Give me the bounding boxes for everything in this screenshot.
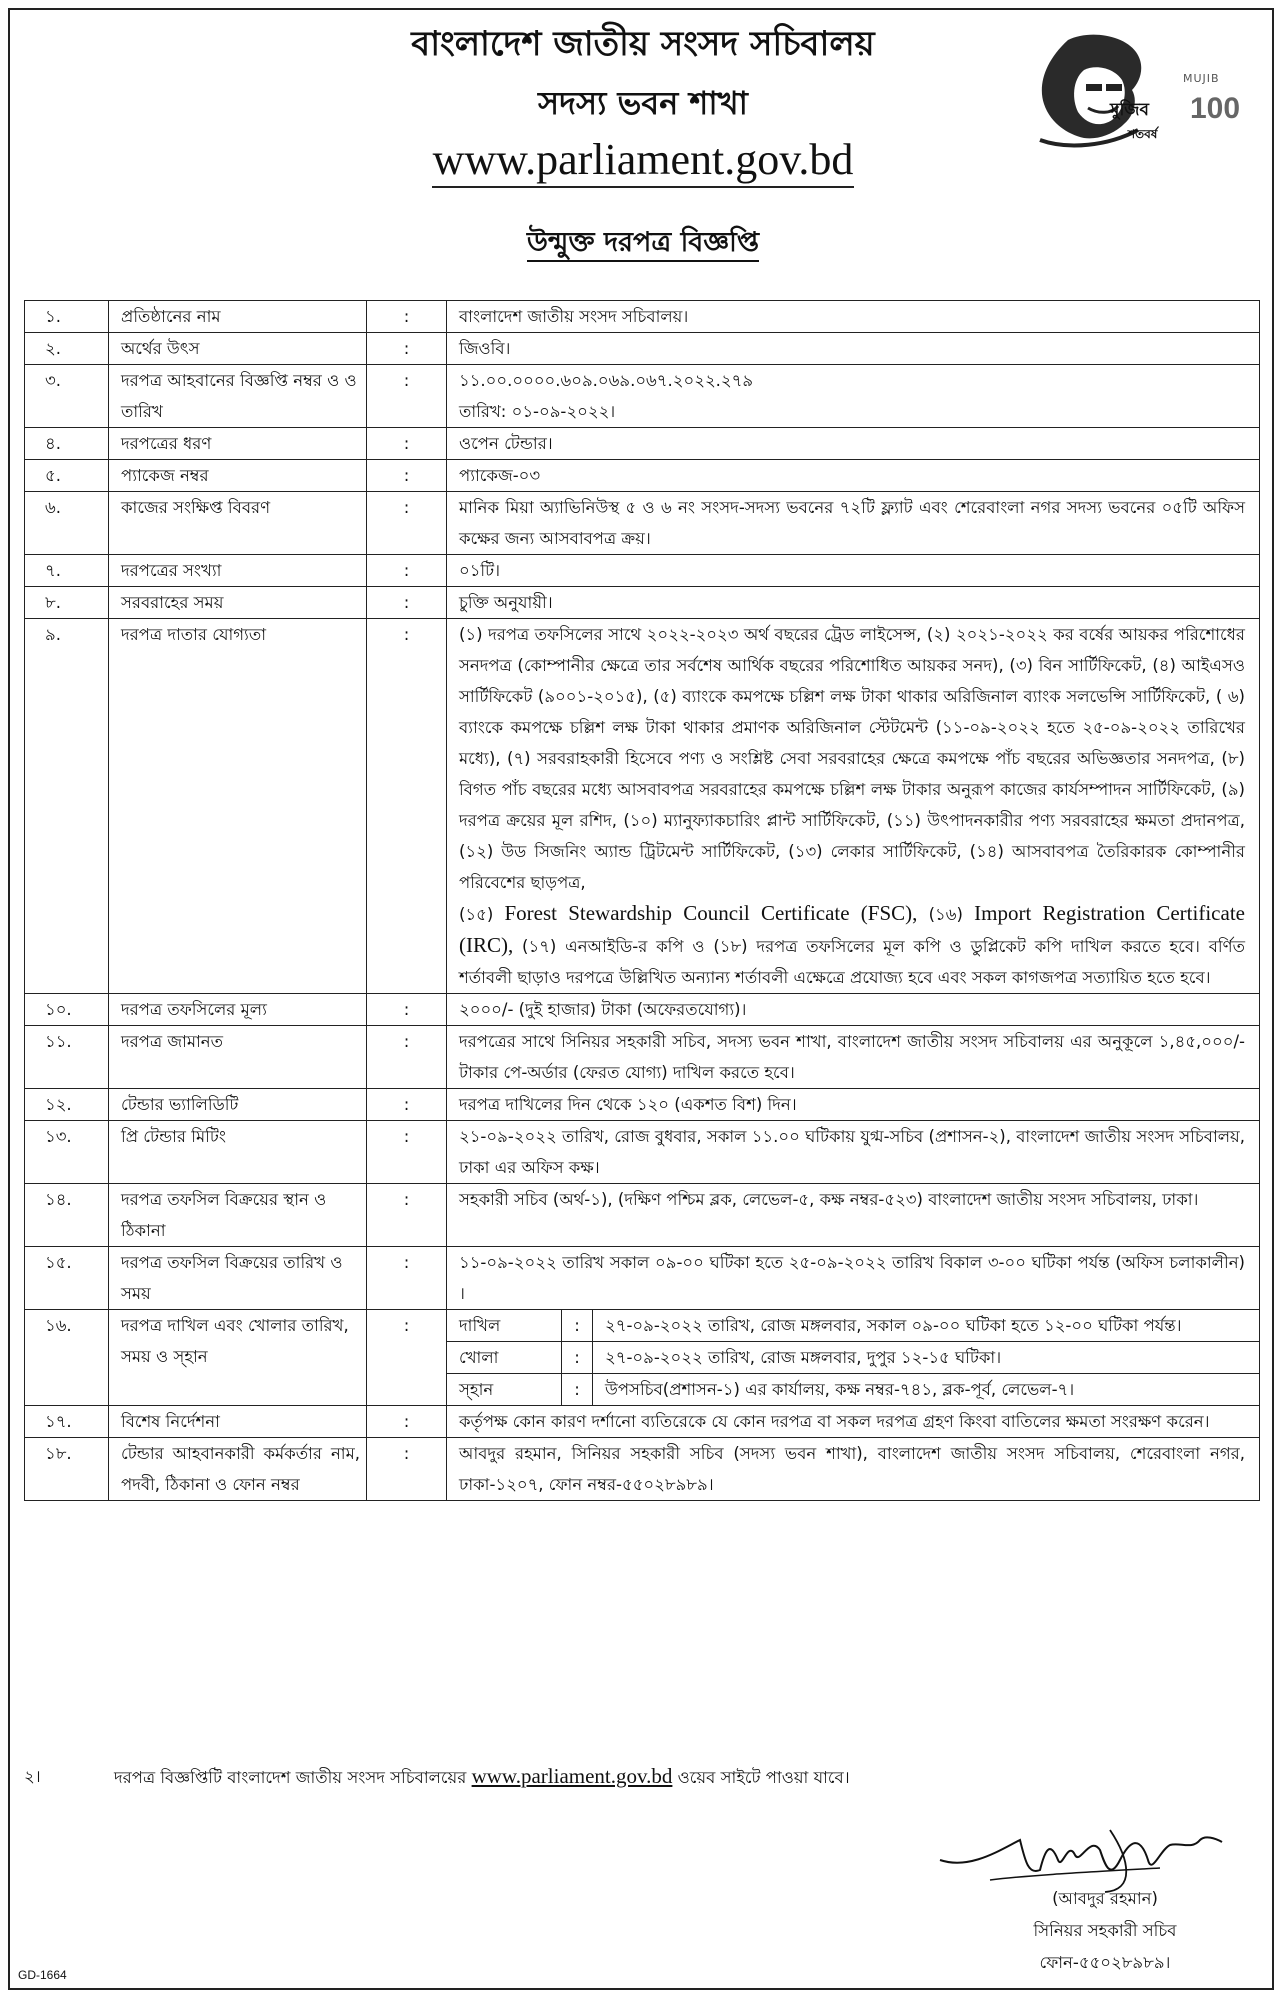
row-number: ৭. (25, 555, 109, 587)
eligibility-text-b3: (১৬) (917, 905, 975, 924)
row-number: ১১. (25, 1026, 109, 1089)
row-label: দরপত্র তফসিলের মূল্য (109, 994, 367, 1026)
table-row (25, 1026, 1260, 1089)
row-value: বাংলাদেশ জাতীয় সংসদ সচিবালয়। (447, 301, 1260, 333)
row-value: ০১টি। (447, 555, 1260, 587)
row-number: ৪. (25, 428, 109, 460)
colon: : (367, 1026, 447, 1089)
colon: : (367, 1121, 447, 1184)
irc-certificate: Import Registration Certificate (IRC), (459, 901, 1245, 957)
sub-row (447, 1374, 1259, 1406)
colon: : (367, 365, 447, 428)
colon: : (367, 994, 447, 1026)
memo-number: ১১.০০.০০০০.৬০৯.০৬৯.০৬৭.২০২২.২৭৯ (459, 371, 754, 390)
table-row (25, 301, 1260, 333)
table-row (25, 365, 1260, 428)
table-row (25, 1310, 1260, 1406)
table-row (25, 1184, 1260, 1247)
row-label: প্রতিষ্ঠানের নাম (109, 301, 367, 333)
sub-label: দাখিল (447, 1310, 562, 1342)
eligibility-text-a: (১) দরপত্র তফসিলের সাথে ২০২২-২০২৩ অর্থ বছরের ট্রেড লাইসেন্স, (২) ২০২১-২০২২ কর বর্ষের আয়কর পরিশোধের সনদপত্র (কোম্পানীর ক্ষেত্রে তার সর্বশেষ আর্থিক বছরের পরিশোধিত আয়কর সনদ), (৩) বিন সার্টিফিকেট, (৪) আইএসও সার্টিফিকেট (৯০০১-২০১৫), (৫) ব্যাংকে কমপক্ষে চল্লিশ লক্ষ টাকা থাকার অরিজিনাল ব্যাংক সলভেন্সি সার্টিফিকেট, ( ৬) ব্যাংকে কমপক্ষে চল্লিশ লক্ষ টাকা থাকার প্রমাণক অরিজিনাল স্টেটমেন্ট (১১-০৯-২০২২ হতে ২৫-০৯-২০২২ তারিখের মধ্যে), (৭) সরবরাহকারী হিসেবে পণ্য ও সংশ্লিষ্ট সেবা সরবরাহের ক্ষেত্রে কমপক্ষে পাঁচ বছরের অভিজ্ঞতার সনদপত্র, (৮) বিগত পাঁচ বছরের মধ্যে আসবাবপত্র সরবরাহের কমপক্ষে চল্লিশ লক্ষ টাকার অনুরূপ কাজের কার্যসম্পাদন সার্টিফিকেট, (৯) দরপত্র ক্রয়ের মূল রশিদ, (১০) ম্যানুফ্যাকচারিং প্লান্ট সার্টিফিকেট, (১১) উৎপাদনকারীর পণ্য সরবরাহের ক্ষমতা প্রদানপত্র, (১২) উড সিজনিং অ্যান্ড ট্রিটমেন্ট সার্টিফিকেট, (১৩) লেকার সার্টিফিকেট, (১৪) আসবাবপত্র তৈরিকারক কোম্পানীর পরিবেশের ছাড়পত্র, (459, 625, 1245, 892)
sub-label: স্হান (447, 1374, 562, 1406)
row-number: ১৬. (25, 1310, 109, 1406)
table-row (25, 1406, 1260, 1438)
colon: : (367, 1406, 447, 1438)
row-number: ১০. (25, 994, 109, 1026)
row-value: চুক্তি অনুযায়ী। (447, 587, 1260, 619)
colon: : (367, 555, 447, 587)
colon: : (367, 1438, 447, 1501)
row-label: দরপত্র দাতার যোগ্যতা (109, 619, 367, 994)
row-number: ১৪. (25, 1184, 109, 1247)
memo-date: তারিখ: ০১-০৯-২০২২। (459, 402, 616, 421)
note-text: দরপত্র বিজ্ঞপ্তিটি বাংলাদেশ জাতীয় সংসদ সচিবালয়ের (114, 1768, 472, 1787)
colon: : (367, 492, 447, 555)
row-label: অর্থের উৎস (109, 333, 367, 365)
row-number: ৩. (25, 365, 109, 428)
website-link[interactable]: www.parliament.gov.bd (471, 1764, 673, 1788)
row-label: সরবরাহের সময় (109, 587, 367, 619)
colon: : (562, 1342, 593, 1374)
row-value: জিওবি। (447, 333, 1260, 365)
row-label: দরপত্রের ধরণ (109, 428, 367, 460)
row-number: ৯. (25, 619, 109, 994)
table-row (25, 333, 1260, 365)
table-row (25, 555, 1260, 587)
eligibility-text-b5: (১৭) এনআইডি-র কপি ও (১৮) দরপত্র তফসিলের মূল কপি ও ডুপ্লিকেট কপি দাখিল করতে হবে। বর্ণিত শর্তাবলী ছাড়াও দরপত্রে উল্লিখিত অন্যান্য শর্তাবলী এক্ষেত্রে প্রযোজ্য হবে এবং সকল কাগজপত্র সত্যায়িত হতে হবে। (459, 937, 1245, 987)
colon: : (367, 333, 447, 365)
org-branch: সদস্য ভবন শাখা (538, 84, 748, 122)
table-row (25, 1438, 1260, 1501)
row-number: ৮. (25, 587, 109, 619)
row-label: দরপত্রের সংখ্যা (109, 555, 367, 587)
row-number: ১৫. (25, 1247, 109, 1310)
sub-label: খোলা (447, 1342, 562, 1374)
table-row (25, 1121, 1260, 1184)
row-label: টেন্ডার ভ্যালিডিটি (109, 1089, 367, 1121)
table-row (25, 460, 1260, 492)
colon: : (367, 1089, 447, 1121)
sub-value: ২৭-০৯-২০২২ তারিখ, রোজ মঙ্গলবার, সকাল ০৯-০০ ঘটিকা হতে ১২-০০ ঘটিকা পর্যন্ত। (593, 1310, 1260, 1342)
row-value: ২০০০/- (দুই হাজার) টাকা (অফেরতযোগ্য)। (447, 994, 1260, 1026)
colon: : (367, 1184, 447, 1247)
row-number: ১৩. (25, 1121, 109, 1184)
colon: : (367, 428, 447, 460)
row-value (447, 1310, 1260, 1406)
row-number: ৫. (25, 460, 109, 492)
table-row (25, 1089, 1260, 1121)
table-row (25, 428, 1260, 460)
colon: : (367, 1310, 447, 1406)
fsc-certificate: Forest Stewardship Council Certificate (FSC), (504, 901, 918, 925)
submission-subtable (447, 1310, 1259, 1405)
row-label: দরপত্র তফসিল বিক্রয়ের তারিখ ও সময় (109, 1247, 367, 1310)
row-value: ওপেন টেন্ডার। (447, 428, 1260, 460)
row-value: সহকারী সচিব (অর্থ-১), (দক্ষিণ পশ্চিম ব্লক, লেভেল-৫, কক্ষ নম্বর-৫২৩) বাংলাদেশ জাতীয় সংসদ সচিবালয়, ঢাকা। (447, 1184, 1260, 1247)
signatory-title: সিনিয়র সহকারী সচিব (1033, 1921, 1177, 1940)
table-row (25, 492, 1260, 555)
sub-value: ২৭-০৯-২০২২ তারিখ, রোজ মঙ্গলবার, দুপুর ১২-১৫ ঘটিকা। (593, 1342, 1260, 1374)
tender-table (24, 300, 1260, 1501)
row-value: ২১-০৯-২০২২ তারিখ, রোজ বুধবার, সকাল ১১.০০ ঘটিকায় যুগ্ম-সচিব (প্রশাসন-২), বাংলাদেশ জাতীয় সংসদ সচিবালয়, ঢাকা এর অফিস কক্ষ। (447, 1121, 1260, 1184)
colon: : (367, 460, 447, 492)
colon: : (367, 1247, 447, 1310)
colon: : (562, 1310, 593, 1342)
org-name: বাংলাদেশ জাতীয় সংসদ সচিবালয় (411, 24, 875, 64)
table-row (25, 1247, 1260, 1310)
logo-sub2: শতবর্ষ (1128, 127, 1158, 141)
document-code: GD-1664 (18, 1968, 67, 1982)
notice-title: উন্মুক্ত দরপত্র বিজ্ঞপ্তি (0, 222, 1286, 267)
eligibility-text-b1: (১৫) (459, 905, 505, 924)
table-row (25, 994, 1260, 1026)
row-label: দরপত্র আহবানের বিজ্ঞপ্তি নম্বর ও ও তারিখ (109, 365, 367, 428)
row-number: ১৭. (25, 1406, 109, 1438)
website-underline (432, 186, 854, 188)
row-label: কাজের সংক্ষিপ্ত বিবরণ (109, 492, 367, 555)
table-row (25, 587, 1260, 619)
colon: : (562, 1374, 593, 1406)
row-label: বিশেষ নির্দেশনা (109, 1406, 367, 1438)
sub-value: উপসচিব(প্রশাসন-১) এর কার্যালয়, কক্ষ নম্বর-৭৪১, ব্লক-পূর্ব, লেভেল-৭। (593, 1374, 1260, 1406)
row-number: ১. (25, 301, 109, 333)
row-value: দরপত্রের সাথে সিনিয়র সহকারী সচিব, সদস্য ভবন শাখা, বাংলাদেশ জাতীয় সংসদ সচিবালয় এর অনুকূলে ১,৪৫,০০০/- টাকার পে-অর্ডার (ফেরত যোগ্য) দাখিল করতে হবে। (447, 1026, 1260, 1089)
colon: : (367, 587, 447, 619)
row-number: ২. (25, 333, 109, 365)
logo-number: 100 (1190, 92, 1241, 125)
row-label: প্যাকেজ নম্বর (109, 460, 367, 492)
row-label: প্রি টেন্ডার মিটিং (109, 1121, 367, 1184)
row-value: প্যাকেজ-০৩ (447, 460, 1260, 492)
row-value: কর্তৃপক্ষ কোন কারণ দর্শানো ব্যতিরেকে যে কোন দরপত্র বা সকল দরপত্র গ্রহণ কিংবা বাতিলের ক্ষমতা সংরক্ষণ করেন। (447, 1406, 1260, 1438)
row-value: মানিক মিয়া অ্যাভিনিউস্থ ৫ ও ৬ নং সংসদ-সদস্য ভবনের ৭২টি ফ্ল্যাট এবং শেরেবাংলা নগর সদস্য ভবনের ০৫টি অফিস কক্ষের জন্য আসবাবপত্র ক্রয়। (447, 492, 1260, 555)
signatory-name: (আবদুর রহমান) (1052, 1889, 1158, 1908)
sub-row (447, 1342, 1259, 1374)
colon: : (367, 301, 447, 333)
colon: : (367, 619, 447, 994)
note-number: ২। (24, 1767, 41, 1786)
row-value: দরপত্র দাখিলের দিন থেকে ১২০ (একশত বিশ) দিন। (447, 1089, 1260, 1121)
row-label: দরপত্র দাখিল এবং খোলার তারিখ, সময় ও স্হান (109, 1310, 367, 1406)
row-label: দরপত্র তফসিল বিক্রয়ের স্থান ও ঠিকানা (109, 1184, 367, 1247)
logo-text: মুজিব (1110, 100, 1149, 120)
row-value: ১১-০৯-২০২২ তারিখ সকাল ০৯-০০ ঘটিকা হতে ২৫-০৯-২০২২ তারিখ বিকাল ৩-০০ ঘটিকা পর্যন্ত (অফিস চলাকালীন) । (447, 1247, 1260, 1310)
note-text-end: ওয়েব সাইটে পাওয়া যাবে। (672, 1768, 850, 1787)
logo-sub: MUJIB (1183, 72, 1220, 85)
row-label: টেন্ডার আহবানকারী কর্মকর্তার নাম, পদবী, ঠিকানা ও ফোন নম্বর (109, 1438, 367, 1501)
row-label: দরপত্র জামানত (109, 1026, 367, 1089)
row-value (447, 619, 1260, 994)
row-value (447, 365, 1260, 428)
row-number: ১২. (25, 1089, 109, 1121)
signatory-phone: ফোন-৫৫০২৮৯৮৯। (1039, 1953, 1171, 1972)
row-number: ১৮. (25, 1438, 109, 1501)
website-link[interactable]: www.parliament.gov.bd (432, 135, 854, 184)
row-number: ৬. (25, 492, 109, 555)
row-value: আবদুর রহমান, সিনিয়র সহকারী সচিব (সদস্য ভবন শাখা), বাংলাদেশ জাতীয় সংসদ সচিবালয়, শেরেবাংলা নগর, ঢাকা-১২০৭, ফোন নম্বর-৫৫০২৮৯৮৯। (447, 1438, 1260, 1501)
sub-row (447, 1310, 1259, 1342)
table-row (25, 619, 1260, 994)
